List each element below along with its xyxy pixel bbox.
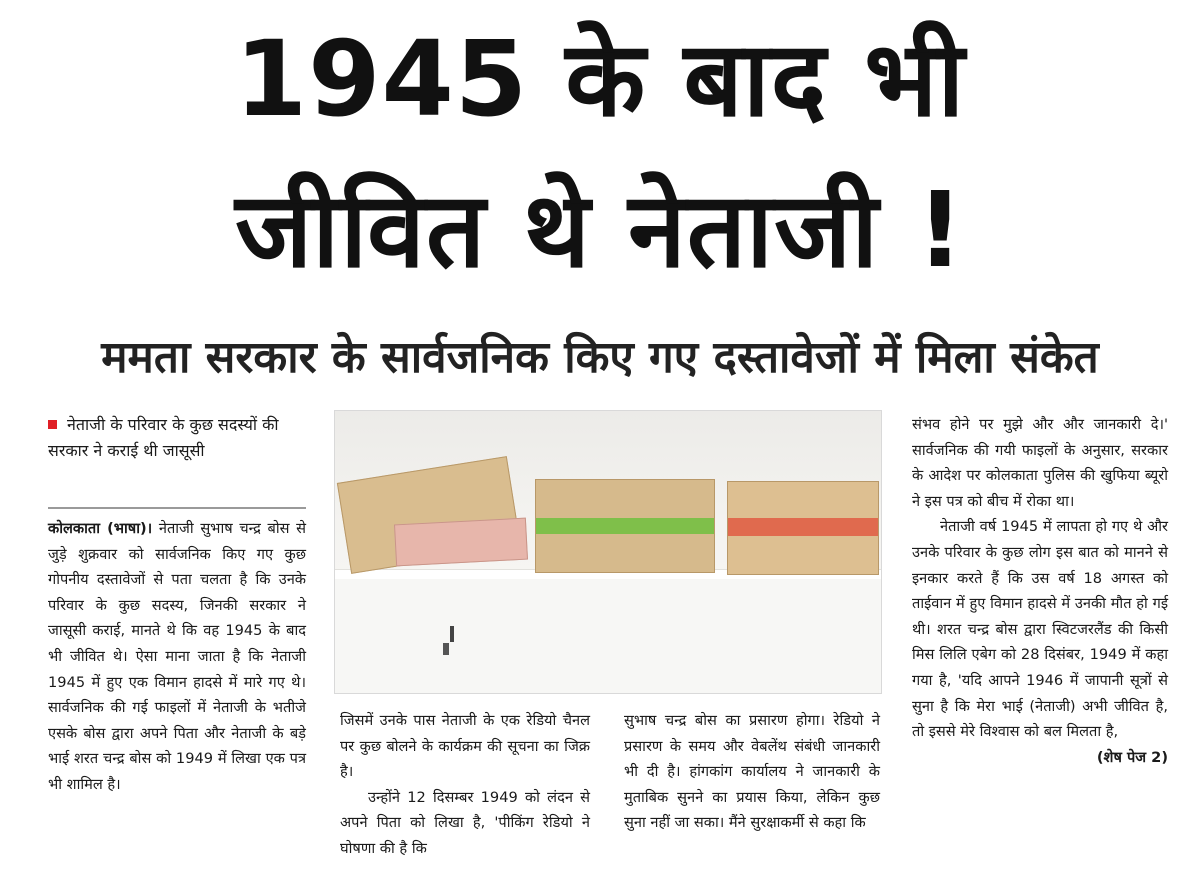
file-bundle-3 — [727, 481, 879, 575]
column-2-paragraph-2: उन्होंने 12 दिसम्बर 1949 को लंदन से अपने पिता को लिखा है, 'पीकिंग रेडियो ने घोषणा की है कि — [340, 788, 590, 857]
tray-body — [335, 579, 881, 693]
continued-on-page: (शेष पेज 2) — [1096, 748, 1168, 766]
column-divider — [48, 507, 306, 509]
article-column-3 — [624, 708, 880, 836]
column-1-text: नेताजी सुभाष चन्द्र बोस से जुड़े शुक्रवार को सार्वजनिक किए गए कुछ गोपनीय दस्तावेजों से पता चलता है कि उनके परिवार के कुछ सदस्य, जिनकी सरकार ने जासूसी कराई, मानते थे कि वह 1945 के बाद भी जीवित थे। ऐसा माना जाता है कि नेताजी 1945 में हुए एक विमान हादसे में मारे गए थे। सार्वजनिक की गई फाइलों में नेताजी के भतीजे एसके बोस द्वारा अपने पिता और नेताजी के बड़े भाई शरत चन्द्र बोस को 1949 में लिखा एक पत्र भी शामिल है। — [48, 520, 306, 793]
file-bundle-2 — [535, 479, 715, 573]
documents-photo — [334, 410, 882, 694]
subheadline: ममता सरकार के सार्वजनिक किए गए दस्तावेजों में मिला संकेत — [101, 332, 1099, 383]
column-4-paragraph-1: संभव होने पर मुझे और और जानकारी दे।' सार्वजनिक की गयी फाइलों के अनुसार, सरकार के आदेश पर कोलकाता पुलिस की खुफिया ब्यूरो ने इस पत्र को बीच में रोका था। — [912, 416, 1168, 510]
article-column-1 — [48, 516, 306, 798]
dateline: कोलकाता (भाषा)। — [48, 520, 153, 537]
highlight-box — [48, 412, 308, 464]
article-column-2 — [340, 708, 590, 862]
headline-line-1: 1945 के बाद भी — [234, 18, 966, 140]
column-2-paragraph-1: जिसमें उनके पास नेताजी के एक रेडियो चैनल पर कुछ बोलने के कार्यक्रम की सूचना का जिक्र है। — [340, 712, 590, 781]
column-3-text: सुभाष चन्द्र बोस का प्रसारण होगा। रेडियो ने प्रसारण के समय और वेबलेंथ संबंधी जानकारी भी दी है। हांगकांग कार्यालय ने जानकारी के मुताबिक सुनने का प्रयास किया, लेकिन कुछ सुना नहीं जा सका। मैंने सुरक्षाकर्मी से कहा कि — [624, 712, 880, 832]
red-square-bullet-icon — [48, 420, 57, 429]
article-column-4 — [912, 412, 1168, 770]
headline-line-2: जीवित थे नेताजी ! — [235, 169, 965, 291]
column-4-paragraph-2: नेताजी वर्ष 1945 में लापता हो गए थे और उनके परिवार के कुछ लोग इस बात को मानने से इनकार करते हैं कि उस वर्ष 18 अगस्त को ताईवान में हुए विमान हादसे में उनकी मौत हो गई थी। शरत चन्द्र बोस द्वारा स्विटजरलैंड की किसी मिस लिलि एबेग को 28 दिसंबर, 1949 में कहा गया है, 'यदि आपने 1946 में जापानी सूत्रों से सुना है कि मेरा भाई (नेताजी) अभी जीवित है, तो इससे मेरे विश्वास को बल मिलता है, — [912, 518, 1168, 741]
highlight-text: नेताजी के परिवार के कुछ सदस्यों की सरकार ने कराई थी जासूसी — [48, 415, 279, 460]
